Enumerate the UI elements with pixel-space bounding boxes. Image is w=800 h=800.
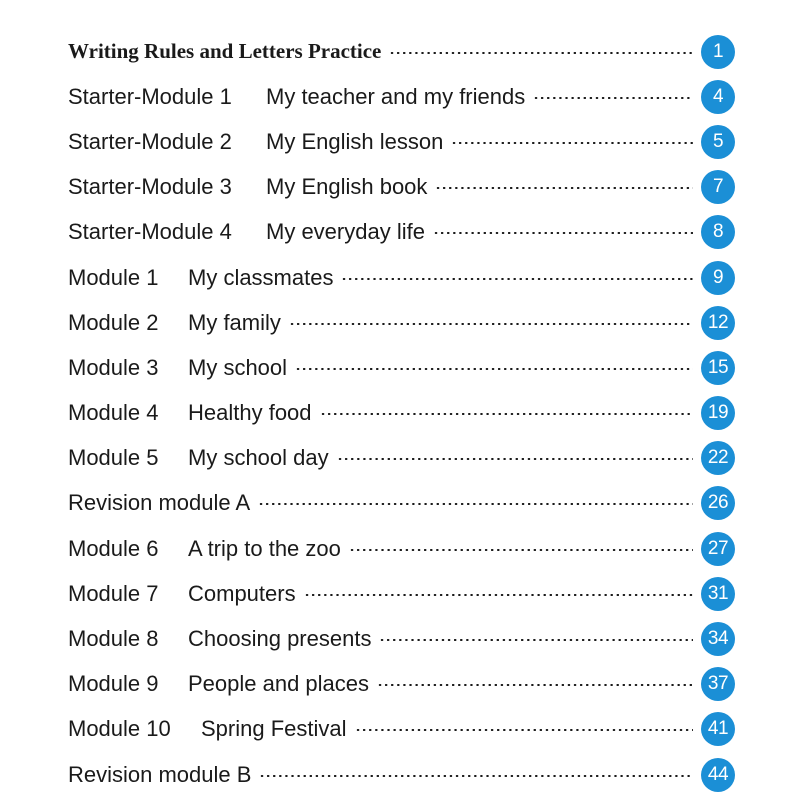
page-number-badge: 7 [701,170,735,204]
toc-entry-module: Module 3 [68,354,159,380]
toc-entry[interactable] [68,165,735,210]
page-number-badge: 37 [701,667,735,701]
page-number-badge: 8 [701,215,735,249]
toc-entry[interactable] [68,345,735,390]
dot-leader [341,278,693,280]
toc-entry-title: My teacher and my friends [266,83,526,109]
dot-leader [389,52,693,54]
page-number-badge: 27 [701,532,735,566]
toc-entry[interactable] [68,436,735,481]
toc-entry-title: Revision module B [68,761,252,787]
page-number-badge: 19 [701,396,735,430]
toc-entry-title: Revision module A [68,490,251,516]
toc-entry-title: People and places [188,671,370,697]
toc-entry-title: A trip to the zoo [188,535,341,561]
toc-entry-module: Module 2 [68,309,159,335]
page-number-badge: 44 [701,758,735,792]
toc-entry-module: Starter-Module 2 [68,128,232,154]
toc-entry[interactable] [68,391,735,436]
toc-entry-module: Module 1 [68,264,159,290]
toc-entry[interactable] [68,255,735,300]
dot-leader [320,413,693,415]
toc-entry[interactable] [68,752,735,797]
toc-entry[interactable] [68,662,735,707]
dot-leader [289,323,693,325]
page-number-badge: 12 [701,306,735,340]
toc-entry-module: Module 8 [68,626,159,652]
toc-entry-module: Module 9 [68,671,159,697]
toc-entry[interactable] [68,481,735,526]
toc-entry[interactable] [68,119,735,164]
toc-entry-title: Healthy food [188,400,312,426]
toc-entry-title: My classmates [188,264,334,290]
page-number-badge: 41 [701,712,735,746]
dot-leader [349,549,693,551]
toc-entry[interactable] [68,707,735,752]
toc-entry-title: My English book [266,174,428,200]
page-number-badge: 9 [701,261,735,295]
toc-entry-title: My school day [188,445,329,471]
dot-leader [295,368,693,370]
dot-leader [435,187,693,189]
page-number-badge: 15 [701,351,735,385]
page-number-badge: 4 [701,80,735,114]
toc-entry-title: Choosing presents [188,626,372,652]
page-number-badge: 26 [701,486,735,520]
toc-entry-title: My English lesson [266,128,444,154]
page-number-badge: 31 [701,577,735,611]
table-of-contents [68,29,735,797]
toc-entry-module: Starter-Module 4 [68,219,232,245]
toc-entry-module: Module 10 [68,716,171,742]
toc-entry-title: My school [188,354,288,380]
toc-entry[interactable] [68,571,735,616]
dot-leader [433,232,693,234]
toc-entry[interactable] [68,616,735,661]
dot-leader [451,142,693,144]
dot-leader [337,458,693,460]
toc-entry-title: Computers [188,580,296,606]
toc-entry[interactable] [68,74,735,119]
dot-leader [533,97,693,99]
dot-leader [377,684,693,686]
dot-leader [258,503,693,505]
toc-entry[interactable] [68,300,735,345]
toc-entry-module: Module 6 [68,535,159,561]
toc-entry-module: Starter-Module 1 [68,83,232,109]
dot-leader [355,729,693,731]
toc-entry[interactable] [68,210,735,255]
toc-entry-title: My everyday life [266,219,425,245]
page-number-badge: 22 [701,441,735,475]
dot-leader [304,594,693,596]
toc-entry-title: My family [188,309,281,335]
dot-leader [379,639,693,641]
toc-entry-module: Module 5 [68,445,159,471]
page-number-badge: 1 [701,35,735,69]
page-number-badge: 5 [701,125,735,159]
toc-entry[interactable] [68,29,735,74]
toc-entry-title: Spring Festival [201,716,347,742]
toc-entry-title: Writing Rules and Letters Practice [68,39,382,64]
toc-entry-module: Module 4 [68,400,159,426]
toc-entry-module: Starter-Module 3 [68,174,232,200]
dot-leader [259,775,693,777]
page-number-badge: 34 [701,622,735,656]
toc-entry[interactable] [68,526,735,571]
toc-entry-module: Module 7 [68,580,159,606]
